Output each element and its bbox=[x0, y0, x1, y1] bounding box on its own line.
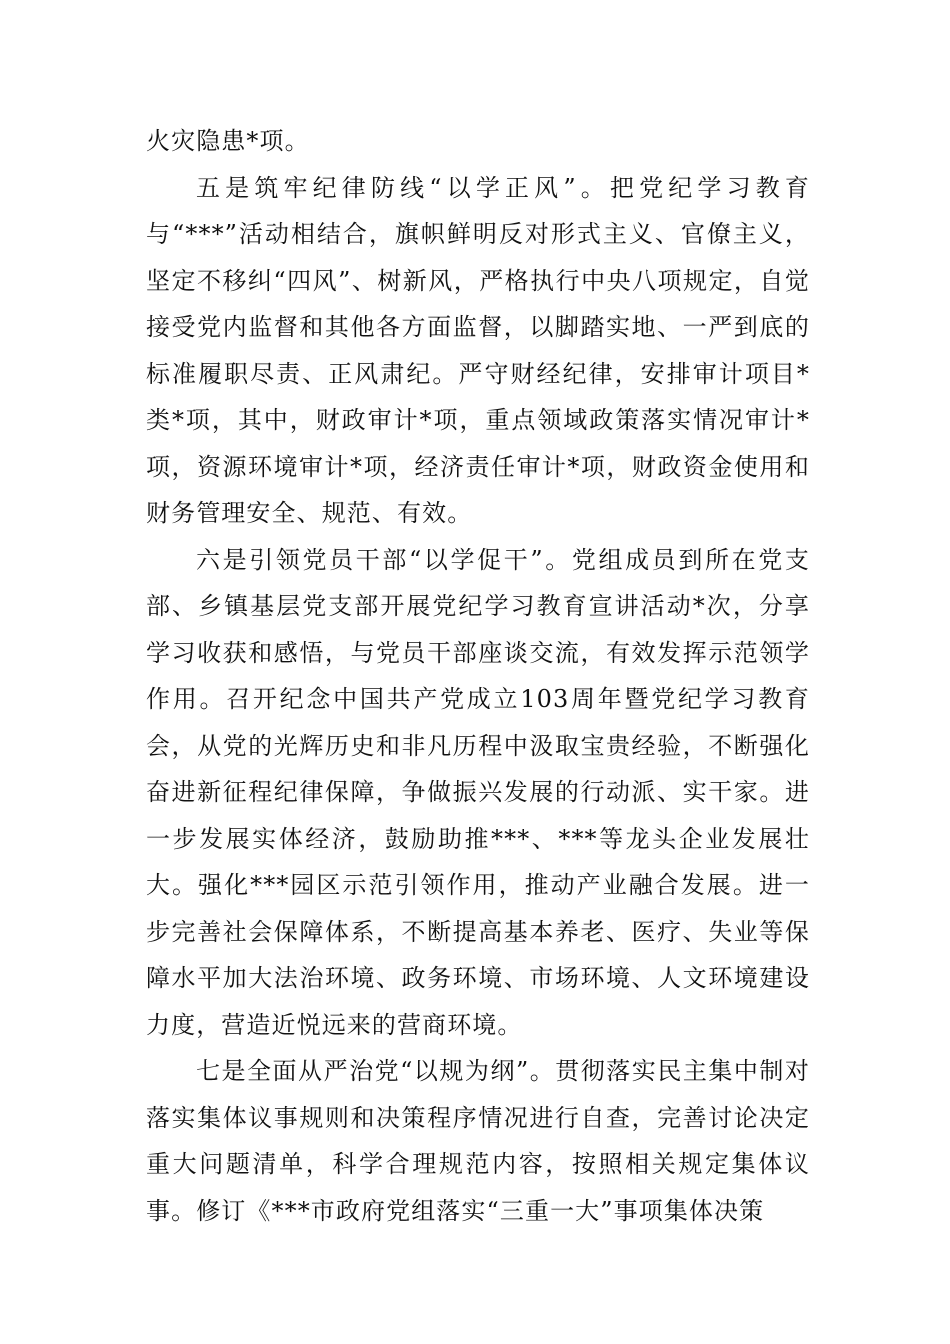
paragraph-six-cadres: 六是引领党员干部“以学促干”。党组成员到所在党支部、乡镇基层党支部开展党纪学习教育宣讲活动*次，分享学习收获和感悟，与党员干部座谈交流，有效发挥示范领学作用。召开纪念中国共产党成立103周年暨党纪学习教育会，从党的光辉历史和非凡历程中汲取宝贵经验，不断强化奋进新征程纪律保障，争做振兴发展的行动派、实干家。进一步发展实体经济，鼓励助推***、***等龙头企业发展壮大。强化***园区示范引领作用，推动产业融合发展。进一步完善社会保障体系，不断提高基本养老、医疗、失业等保障水平加大法治环境、政务环境、市场环境、人文环境建设力度，营造近悦远来的营商环境。 bbox=[146, 545, 810, 1039]
paragraph-continuation: 火灾隐患*项。 bbox=[146, 127, 310, 155]
document-body bbox=[146, 118, 810, 1234]
paragraph-five-discipline: 五是筑牢纪律防线“以学正风”。把党纪学习教育与“***”活动相结合，旗帜鲜明反对形式主义、官僚主义，坚定不移纠“四风”、树新风，严格执行中央八项规定，自觉接受党内监督和其他各方面监督，以脚踏实地、一严到底的标准履职尽责、正风肃纪。严守财经纪律，安排审计项目*类*项，其中，财政审计*项，重点领域政策落实情况审计*项，资源环境审计*项，经济责任审计*项，财政资金使用和财务管理安全、规范、有效。 bbox=[146, 173, 810, 527]
paragraph-seven-party-governance: 七是全面从严治党“以规为纲”。贯彻落实民主集中制对落实集体议事规则和决策程序情况进行自查，完善讨论决定重大问题清单，科学合理规范内容，按照相关规定集体议事。修订《***市政府党组落实“三重一大”事项集体决策 bbox=[146, 1057, 810, 1225]
